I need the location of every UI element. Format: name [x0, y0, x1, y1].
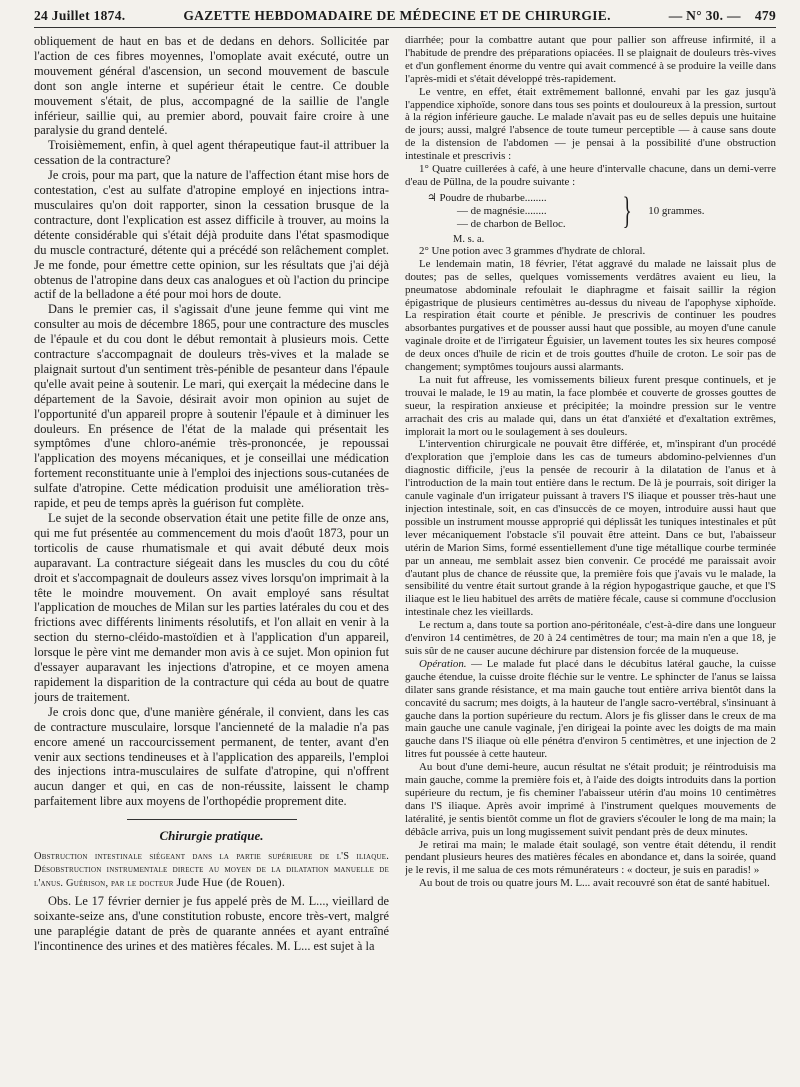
paragraph: Troisièmement, enfin, à quel agent thérapeutique faut-il attribuer la cessation de la contracture?: [34, 138, 390, 168]
paragraph: Dans le premier cas, il s'agissait d'une jeune femme qui vint me consulter au mois de décembre 1865, pour une contracture des muscles de l'épaule et du cou dont le début remontait à plusieurs mois. Cette contracture s'accompagnait de douleurs très-vives et la malade se plaignait surtout d'un sentiment très-pénible de pesanteur dans l'épaule qu'elle avait peine à soutenir. Le mari, qui exerçait la médecine dans le département de la Savoie, désirait avoir mon opinion au sujet de l'opportunité d'un appareil propre à soutenir l'épaule et à diminuer les douleurs. En présence de l'état de la malade qui présentait les symptômes d'une chloro-anémie très-prononcée, je repoussai l'application des moyens mécaniques, et je conseillai une médication fortement reconstituante unie à l'emploi des injections sous-cutanées de sulfate d'atropine. Cette médication produisit une amélioration très-rapide, et peu de temps après la guérison fut complète.: [34, 302, 390, 511]
paragraph: Le lendemain matin, 18 février, l'état aggravé du malade ne laissait plus de doutes; pas de selles, quelques vomissements verdâtres avaient eu lieu, la pneumatose abdominale refoulait le diaphragme et faisait saillir la région épigastrique de plusieurs centimètres au-dessus du niveau de l'apophyse xiphoïde. La respiration était courte et pénible. Je prescrivis de continuer les poudres absorbantes purgatives et de pousser aussi haut que possible, au moyen d'une canule vaginale droite et de l'irrigateur Éguisier, un lavement toutes les six heures composé de deux onces d'huile de ricin et de trois gouttes d'huile de croton. Le soir pas de changement; symptômes toujours aussi alarmants.: [405, 257, 776, 374]
paragraph: Le sujet de la seconde observation était une petite fille de onze ans, qui me fut présentée au commencement du mois d'août 1873, pour un torticolis de cause rhumatismale et qui avait débuté deux mois auparavant. La contracture siégeait dans les muscles du cou du côté droit et s'accompagnait de douleurs assez vives lorsqu'on imprimait à la tête le moindre mouvement. On avait employé sans résultat l'application de mouches de Milan sur les parties latérales du cou et des frictions avec différents liniments résolutifs, et l'on allait en venir à la section du sterno-cléido-mastoïdien et à l'application d'un appareil, lorsque le père vint me demander mon avis à ce sujet. Mon opinion fut d'essayer auparavant les injections d'atropine, et ce moyen amena rapidement la disparition de la contracture qui céda au bout de quatre jours de traitement.: [34, 511, 390, 704]
paragraph: Le rectum a, dans toute sa portion ano-péritonéale, c'est-à-dire dans une longueur d'environ 14 centimètres, de 20 à 24 centimètres de tour; ma main n'en a que 18, je suis sûr de ne causer aucune déchirure par distension forcée de la muqueuse.: [405, 619, 776, 657]
ingredient-line: — de magnésie........: [457, 204, 547, 217]
article-title-text: Obstruction intestinale siégeant dans la partie supérieure de l'S iliaque. Désobstruction instrumentale directe au moyen de la dilatation manuelle de l'anus. Guérison, par le docteur: [34, 851, 390, 890]
paragraph: La nuit fut affreuse, les vomissements bilieux furent presque continuels, et je trouvai le malade, le 19 au matin, la face plombée et couverte de grosses gouttes de sueur, la respiration anxieuse et précipitée; la moindre pression sur le ventre arrachait des cris au malade qui, dans un état d'anxiété et d'exaltation extrêmes, implorait la mort ou le soulagement à ses douleurs.: [405, 373, 776, 438]
prescription-ingredients: [427, 192, 612, 231]
paragraph: Je retirai ma main; le malade était soulagé, son ventre était détendu, il rendit pendant plusieurs heures des matières fécales en abondance et, dans la soirée, quand je le revis, il me salua de ces mots rémunérateurs : « docteur, je suis en paradis! »: [405, 838, 776, 877]
paragraph: 2° Une potion avec 3 grammes d'hydrate de chloral.: [419, 244, 646, 257]
paragraph: Je crois donc que, d'une manière générale, il convient, dans les cas de contracture musculaire, lorsque l'ancienneté de la maladie n'a pas encore amené un raccourcissement permanent, de tenter, avant d'en venir aux sections tendineuses et à l'application des appareils, l'emploi des injections intra-musculaires de sulfate d'atropine, qui n'offrent aucun danger et qui, en cas de non-réussite, laissent le champ parfaitement libre aux moyens de l'orthopédie proprement dite.: [34, 704, 390, 809]
operation-paragraph: [405, 658, 776, 761]
observation-paragraph: Obs. Le 17 février dernier je fus appelé près de M. L..., vieillard de soixante-seize ans, d'une constitution robuste, encore très-vert, malgré une paraplégie datant de près de quarante années et ayant entraîné l'incontinence des urines et des matières fécales. M. L... est sujet à la: [34, 894, 390, 953]
header-right: [669, 8, 776, 24]
paragraph: Au bout d'une demi-heure, aucun résultat ne s'était produit; je réintroduisis ma main gauche, comme la première fois et, à l'aide des doigts introduits dans la portion supérieure du rectum, je fis cheminer l'abaisseur utérin d'au moins 10 centimètres dans l'S iliaque. Après avoir imprimé à l'instrument quelques mouvements de latéralité, je sentis bientôt comme un flot de graviers s'écouler le long de ma main; la débâcle arriva, puis un long mugissement suivit pendant près de deux minutes.: [405, 761, 776, 838]
paragraph: obliquement de haut en bas et de dedans en dehors. Sollicitée par l'action de ces fibres moyennes, l'omoplate avait exécuté, outre un mouvement général d'ascension, un second mouvement de bascule dont son angle interne et supérieur était le centre. Ce double mouvement s'était, de plus, accompagné de la saillie de l'angle inférieur, saillie qui, au premier abord, pouvait faire croire à une paralysie du grand dentelé.: [34, 34, 390, 138]
brace-icon: }: [622, 190, 632, 233]
paragraph: Je crois, pour ma part, que la nature de l'affection étant mise hors de contestation, c'est au sulfate d'atropine employé en injections intra-musculaires qu'on doit rapporter, sinon la cessation brusque de la contracture, dont l'explication est assez difficile à trouver, au moins la détente considérable qui s'était déjà produite dans l'état spasmodique du muscle contracturé, détente qui a précédé son relâchement complet. Je me fonde, pour émettre cette opinion, sur les résultats que j'ai déjà obtenus de l'atropine dans deux cas analogues et où l'action du principe actif de la belladone a été pour moi hors de doute.: [34, 168, 390, 302]
ingredient-line: ♃ Poudre de rhubarbe........: [427, 191, 547, 204]
section-title: Chirurgie pratique.: [159, 828, 264, 844]
operation-label: Opération.: [419, 657, 467, 670]
header-title: GAZETTE HEBDOMADAIRE DE MÉDECINE ET DE CHIRURGIE.: [183, 8, 611, 23]
paragraph: Au bout de trois ou quatre jours M. L... avait recouvré son état de santé habituel.: [419, 877, 770, 890]
paragraph: 1° Quatre cuillerées à café, à une heure d'intervalle chacune, dans un demi-verre d'eau de Püllna, de la poudre suivante :: [405, 163, 776, 188]
left-column: [34, 34, 389, 954]
header-date: 24 Juillet 1874.: [34, 8, 126, 23]
prescription: [427, 192, 776, 231]
prescription-amount: 10 grammes.: [648, 204, 705, 217]
paragraph: L'intervention chirurgicale ne pouvait être différée, et, m'inspirant d'un procédé d'exploration que j'emploie dans les cas de tumeurs abdomino-pelviennes d'un diagnostic difficile, j'eus la pensée de recourir à la dilatation de l'anus et à l'introduction de la main tout entière dans le rectum. De là je pourrais, soit diriger la canule vaginale d'un irrigateur puissant à travers l'S iliaque et pousser très-haut une injection intestinale, soit, en cas d'insuccès de ce moyen, introduire aussi haut que possible un instrument mousse approprié qui déplissât les tuniques intestinales et pût lever mécaniquement l'obstacle s'il pouvait être atteint. Dans ce but, l'abaisseur utérin de Marion Sims, formé essentiellement d'une tige métallique courbe terminée par un anneau, me semblait assez bien convenir. Ce procédé me paraissait avoir d'autant plus de chance de réussite que, la première fois que j'avais vu le malade, la sensibilité du ventre était surtout grande à la région hypogastrique gauche, et que l'S iliaque est le lieu habituel des arrêts de matière fécale, cause si commune d'occlusion intestinale chez les vieillards.: [405, 438, 776, 619]
section-divider: [127, 819, 297, 820]
ingredient-line: — de charbon de Belloc.: [457, 217, 566, 230]
issue-number: — N° 30. —: [668, 8, 741, 23]
paragraph: diarrhée; pour la combattre autant que pour pallier son affreuse infirmité, il a l'habitude de prendre des préparations opiacées. Il se plaignait de douleurs très-vives et d'un gonflement énorme du ventre qui avait commencé à se produire la veille dans l'après-midi et s'était développé très-rapidement.: [405, 34, 776, 85]
page-number: 479: [754, 8, 776, 23]
operation-text: — Le malade fut placé dans le décubitus latéral gauche, la cuisse gauche étendue, la cuisse droite fléchie sur le ventre. Le sphincter de l'anus se laissa dilater sans grande résistance, et ma main gauche tout entière arriva bientôt dans la concavité du sacrum; mes doigts, à la hauteur de l'angle sacro-vertébral, s'insinuant à gauche dans la portion supérieure du rectum. Alors je fis glisser dans le creux de ma main gauche une canule vaginale, j'en dirigeai la pointe avec les doigts de ma main gauche dans l'S iliaque où elle pénétra d'environ 5 centimètres, et une injection de 2 litres fut poussée à cette hauteur.: [405, 657, 776, 761]
article-title: [34, 850, 389, 890]
right-column: [405, 34, 776, 954]
prescription-msa: M. s. a.: [453, 233, 485, 245]
paragraph: Le ventre, en effet, était extrêmement ballonné, envahi par les gaz jusqu'à l'appendice xiphoïde, sonore dans tous ses points et douloureux à la pression, surtout à la région inférieure gauche. Le malade n'avait pas eu de selles depuis une huitaine de jours; aussi, malgré l'absence de toute tumeur perceptible — à cause sans doute de la distension de l'abdomen — je pensai à la possibilité d'une obstruction intestinale et prescrivis :: [405, 85, 776, 163]
article-author: Jude Hue (de Rouen).: [176, 875, 286, 890]
page-header: [34, 8, 776, 28]
columns: [34, 34, 776, 954]
